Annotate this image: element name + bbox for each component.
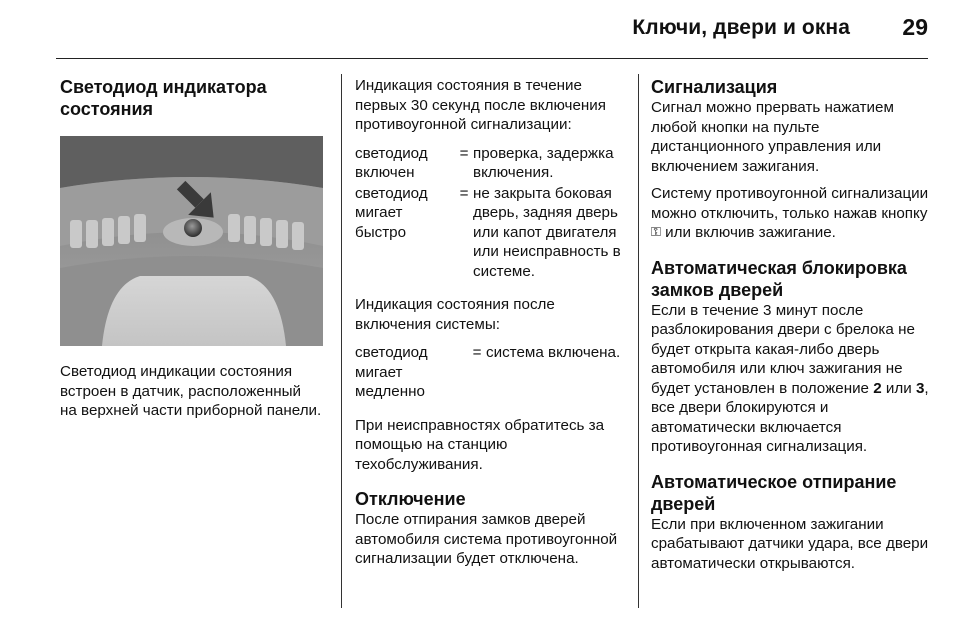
status-table-after-activation (355, 343, 620, 402)
column-3 (651, 76, 929, 573)
auto-lock-text-c: , все двери блокируются и автоматически включается противоугонная сигнализация. (651, 379, 929, 455)
auto-unlock-paragraph: Если при включенном зажигании срабатывают датчики удара, все двери автоматически открываются. (651, 515, 929, 572)
deactivation-paragraph: После отпирания замков дверей автомобиля система противоугонной сигнализации будет отключена. (355, 511, 618, 567)
ignition-position-2: 2 (873, 379, 882, 397)
table-row (355, 183, 627, 282)
table-row (355, 343, 620, 402)
auto-lock-paragraph (651, 301, 929, 457)
status-after-activation-paragraph: Индикация состояния после включения системы: (355, 296, 555, 333)
page-header-title: Ключи, двери и окна (632, 16, 850, 39)
led-indicator-heading: Светодиод индикатора состояния (60, 77, 267, 119)
sensor-photo-illustration (60, 136, 323, 346)
deactivation-heading: Отключение (355, 489, 466, 509)
led-state-cell: светодиод мигает медленно (355, 344, 428, 400)
table-row (355, 144, 627, 183)
alarm-heading: Сигнализация (651, 77, 778, 97)
header-rule (56, 58, 928, 59)
equals-cell: = (472, 344, 482, 361)
led-state-cell: светодиод мигает быстро (355, 184, 428, 241)
ignition-position-3: 3 (915, 379, 925, 397)
column-2 (355, 76, 627, 569)
auto-lock-heading: Автоматическая блокировка замков дверей (651, 257, 907, 300)
equals-cell: = (459, 184, 469, 202)
alarm-off-text-end: или включив зажигание. (660, 224, 836, 241)
column-divider-2 (638, 74, 639, 608)
meaning-cell: система включена. (486, 344, 621, 361)
status-table-first-30s (355, 144, 627, 282)
key-button-icon: ⚿ (651, 224, 661, 239)
equals-cell: = (459, 144, 469, 162)
fault-paragraph: При неисправностях обратитесь за помощью на станцию техобслуживания. (355, 416, 605, 473)
column-1 (60, 76, 328, 421)
status-intro-paragraph: Индикация состояния в течение первых 30 секунд после включения противоугонной сигнализации: (355, 77, 606, 133)
meaning-cell: проверка, задержка включения. (473, 144, 614, 181)
alarm-off-paragraph (651, 184, 929, 243)
meaning-cell: не закрыта боковая дверь, задняя дверь или капот двигателя или неисправность в системе. (473, 184, 621, 280)
alarm-paragraph: Сигнал можно прервать нажатием любой кнопки на пульте дистанционного управления или включением зажигания. (651, 99, 894, 175)
column-divider-1 (341, 74, 342, 608)
page-number: 29 (902, 14, 928, 40)
auto-lock-text-b: или (881, 379, 916, 397)
photo-caption: Светодиод индикации состояния встроен в датчик, расположенный на верхней части приборной панели. (60, 363, 322, 419)
alarm-off-text-start: Систему противоугонной сигнализации можно отключить, только нажав кнопку (651, 185, 929, 222)
sensor-photo (60, 136, 323, 346)
auto-unlock-heading: Автоматическое отпирание дверей (651, 471, 897, 514)
led-state-cell: светодиод включен (355, 144, 428, 181)
auto-lock-text-a: Если в течение 3 минут после разблокирования двери с брелока не будет открыта какая-либо дверь автомобиля или ключ зажигания не будет установлен в положение (651, 301, 915, 397)
